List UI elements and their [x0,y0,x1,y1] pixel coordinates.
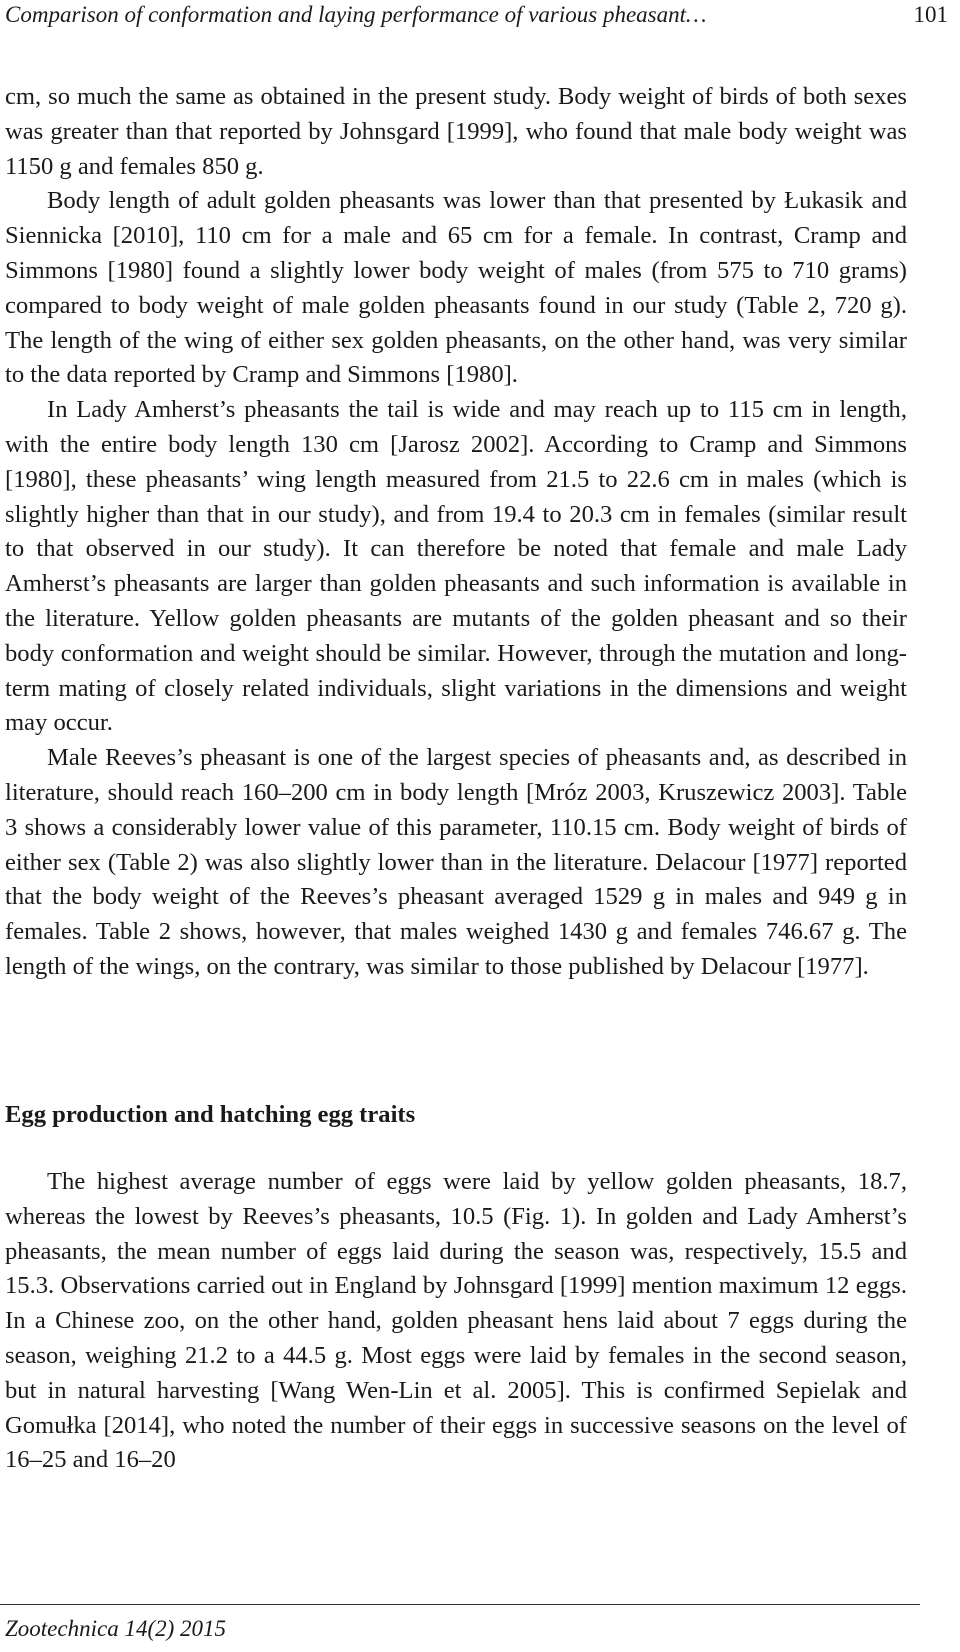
paragraph-reeves-pheasant: Male Reeves’s pheasant is one of the largest species of pheasants and, as described in literature, should reach 160–200 cm in body length [Mróz 2003, Kruszewicz 2003]. Table 3 shows a considerably lower value of this parameter, 110.15 cm. Body weight of birds of either sex (Table 2) was also slightly lower than in the literature. Delacour [1977] reported that the body weight of the Reeves’s pheasant averaged 1529 g in males and 949 g in females. Table 2 shows, however, that males weighed 1430 g and females 746.67 g. The length of the wings, on the contrary, was similar to those published by Delacour [1977]. [5,744,907,980]
running-title: Comparison of conformation and laying performance of various pheasant… [5,2,707,27]
footer-divider [0,1604,920,1605]
paragraph-lady-amherst: In Lady Amherst’s pheasants the tail is wide and may reach up to 115 cm in length, with the entire body length 130 cm [Jarosz 2002]. According to Cramp and Simmons [1980], these pheasants’ wing length measured from 21.5 to 22.6 cm in males (which is slightly higher than that in our study), and from 19.4 to 20.3 cm in females (similar result to that observed in our study). It can therefore be noted that female and male Lady Amherst’s pheasants are larger than golden pheasants and such information is available in the literature. Yellow golden pheasants are mutants of the golden pheasant and so their body conformation and weight should be similar. However, through the mutation and long-term mating of closely related individuals, slight variations in the dimensions and weight may occur. [5,396,907,737]
section-heading: Egg production and hatching egg traits [5,1101,416,1128]
page-number: 101 [913,2,948,27]
body-text [5,80,907,985]
paragraph-continuation: cm, so much the same as obtained in the present study. Body weight of birds of both sexes was greater than that reported by Johnsgard [1999], who found that male body weight was 1150 g and females 850 g. [5,83,907,180]
paragraph-egg-production: The highest average number of eggs were laid by yellow golden pheasants, 18.7, whereas the lowest by Reeves’s pheasants, 10.5 (Fig. 1). In golden and Lady Amherst’s pheasants, the mean number of eggs laid during the season was, respectively, 15.5 and 15.3. Observations carried out in England by Johnsgard [1999] mention maximum 12 eggs. In a Chinese zoo, on the other hand, golden pheasant hens laid about 7 eggs during the season, weighing 21.2 to a 44.5 g. Most eggs were laid by females in the second season, but in natural harvesting [Wang Wen-Lin et al. 2005]. This is confirmed Sepielak and Gomułka [2014], who noted the number of their eggs in successive seasons on the level of 16–25 and 16–20 [5,1168,907,1474]
running-header [5,2,948,34]
paragraph-golden-pheasants: Body length of adult golden pheasants was lower than that presented by Łukasik and Siennicka [2010], 110 cm for a male and 65 cm for a female. In contrast, Cramp and Simmons [1980] found a slightly lower body weight of males (from 575 to 710 grams) compared to body weight of male golden pheasants found in our study (Table 2, 720 g). The length of the wing of either sex golden pheasants, on the other hand, was very similar to the data reported by Cramp and Simmons [1980]. [5,187,907,389]
journal-footer: Zootechnica 14(2) 2015 [5,1616,227,1641]
section-body [5,1165,907,1478]
